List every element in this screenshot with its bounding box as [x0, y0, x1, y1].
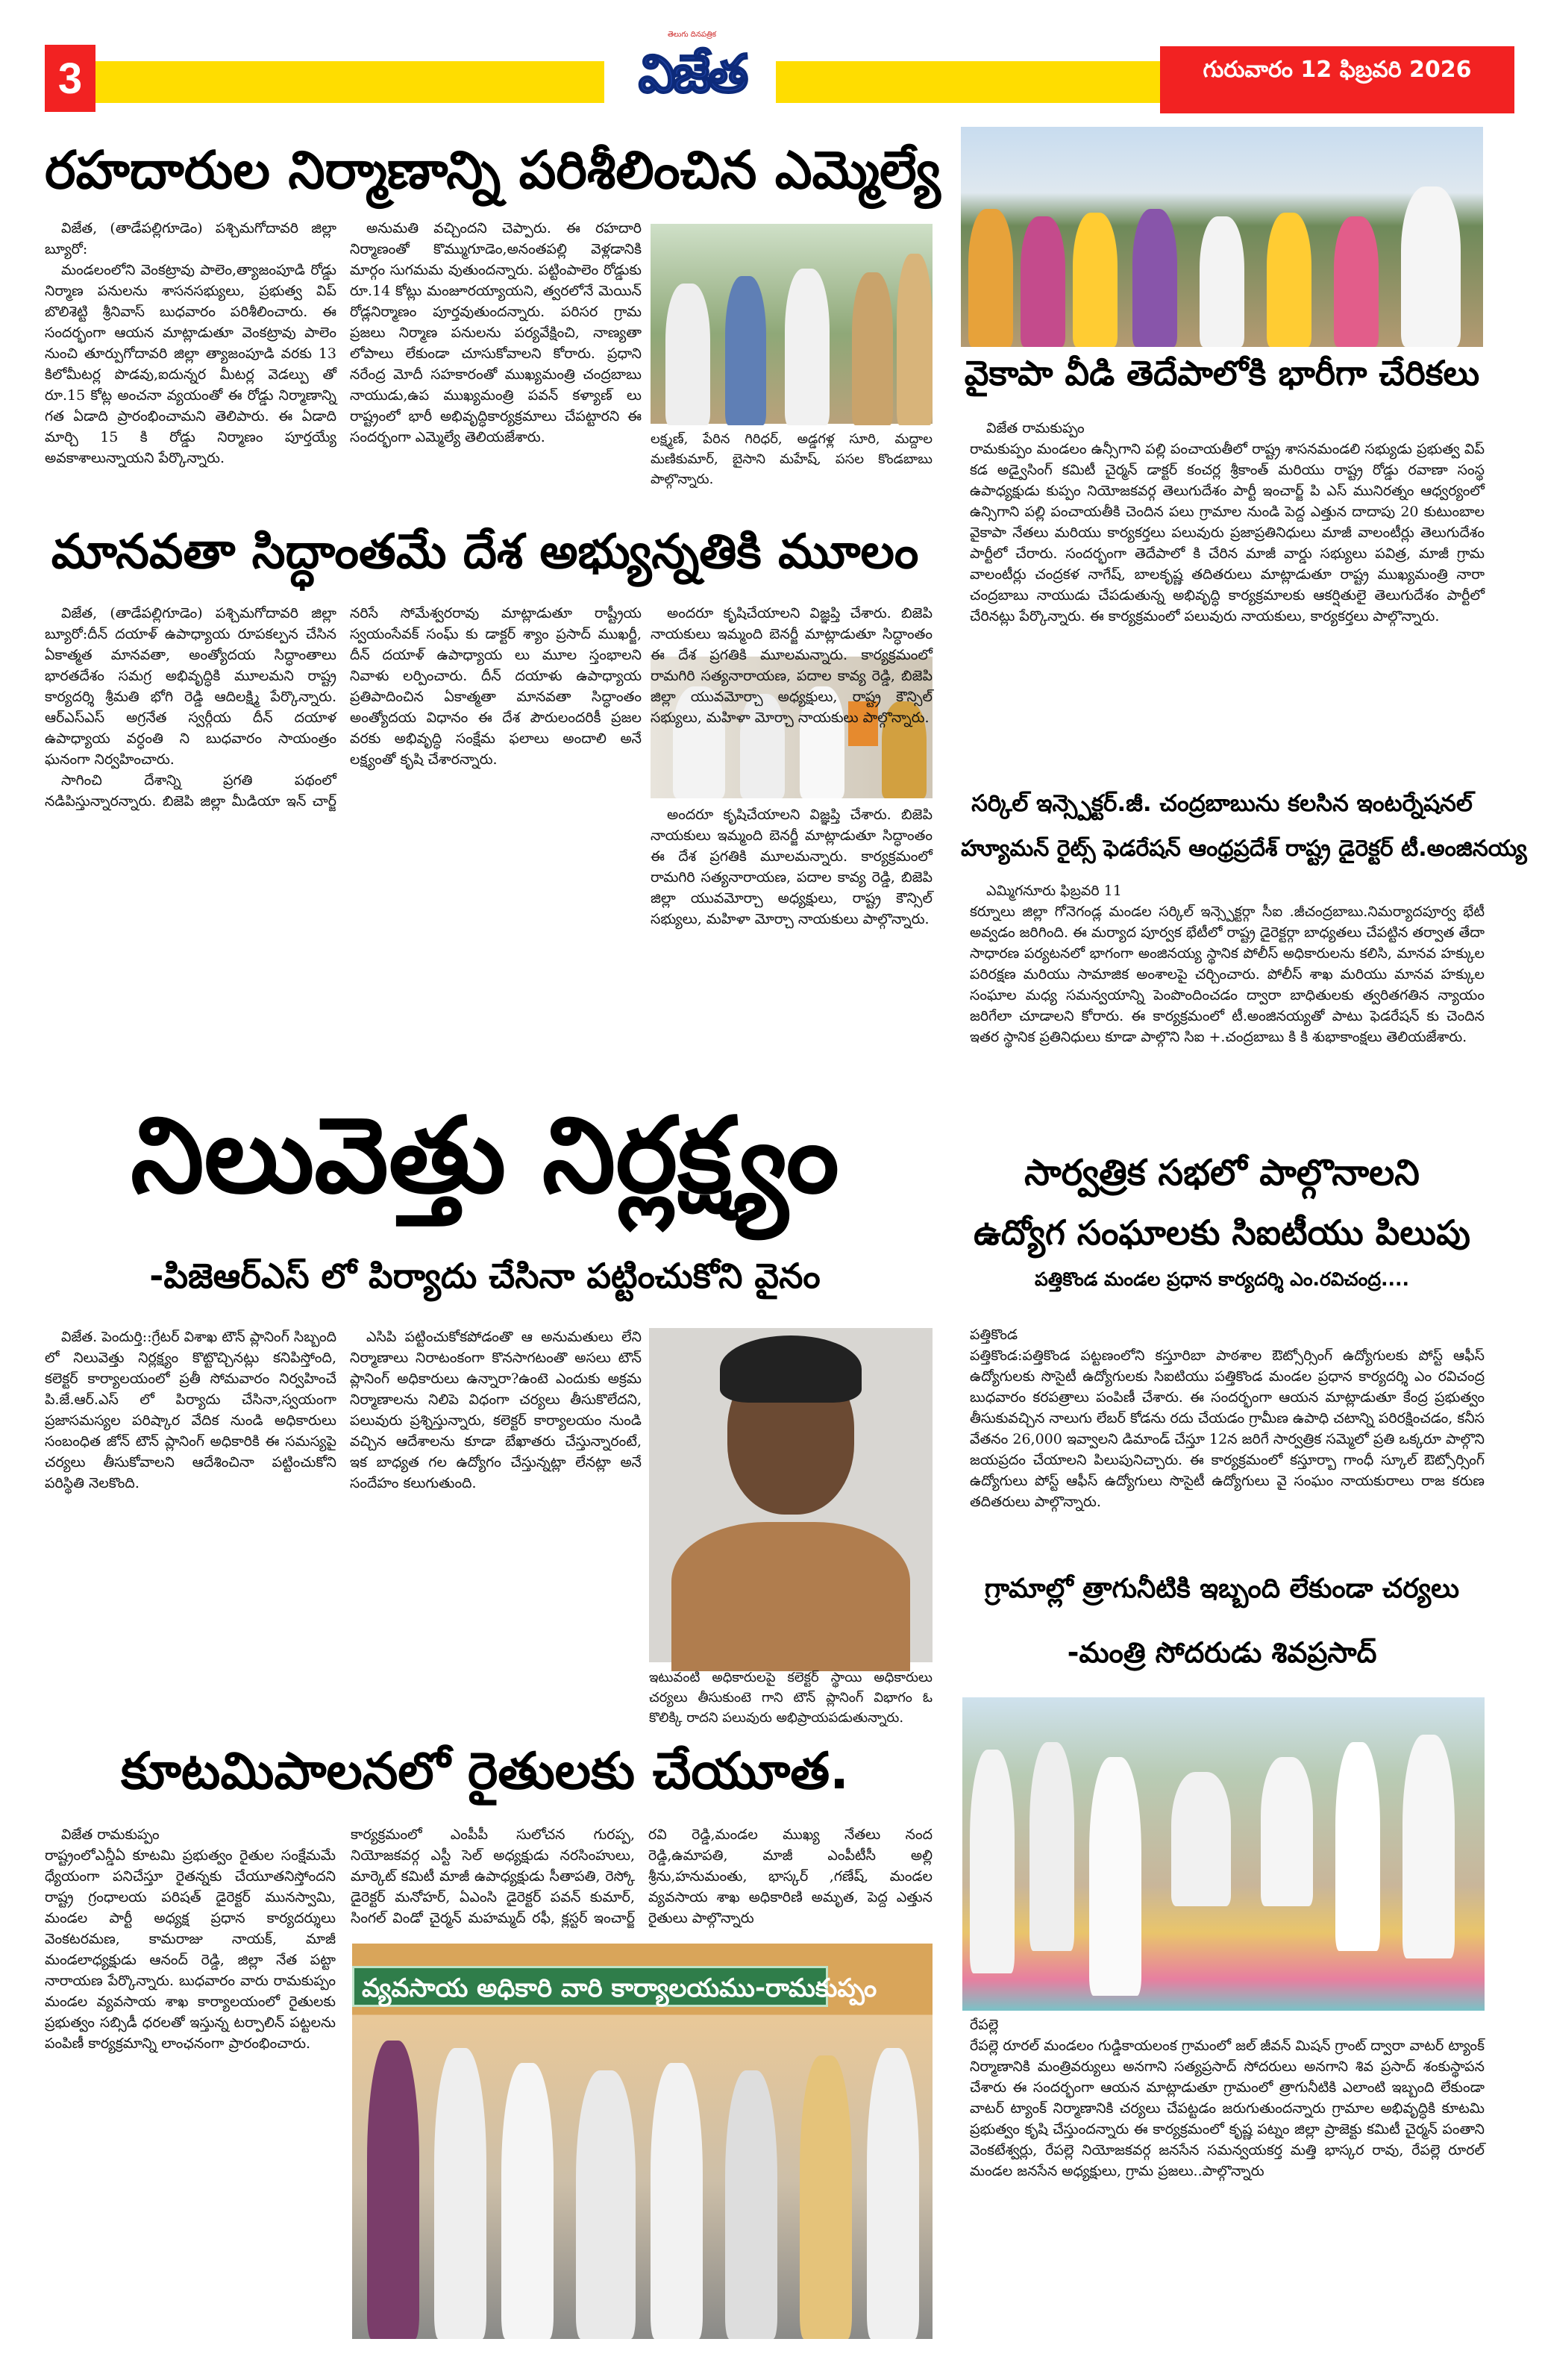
caption-roads: లక్ష్మణ్, పేరిన గిరిధర్, అడ్డగళ్ల సూరి, మద్దాల మణికుమార్, బైసాని మహేష్, పసల కొండబాబు పాల్గొన్నారు.: [651, 431, 933, 487]
photo-party-joining: [961, 127, 1483, 347]
article-water-body: [970, 2014, 1485, 2343]
article-humanism-col3: [651, 804, 933, 1043]
paragraph: కర్నూలు జిల్లా గోనెగండ్ల మండల సర్కిల్ ఇన్స్పెక్టర్గా సీఐ .జీచంద్రబాబు.నిమర్యాదపూర్వ భేటీ అవ్వడం జరిగింది. ఈ మర్యాద పూర్వక భేటీలో రాష్ట్ర డైరెక్టర్గా బాధ్యతలు చేపట్టిన తర్వాత తేదా సాధారణ పర్యటనలో భాగంగా అంజినయ్య స్థానిక పోలీస్ అధికారులను కలిసి, మానవ హక్కుల పరిరక్షణ మరియు సామాజిక అంశాలపై చర్చించారు. పోలీస్ శాఖ మరియు మానవ హక్కుల సంఘాల మధ్య సమన్వయాన్ని పెంపొందించడం ద్వారా బాధితులకు త్వరితగతిన న్యాయం జరిగేలా చూడాలని కోరారు. ఈ కార్యక్రమంలో టీ.అంజినయ్యతో పాటు ఫెడరేషన్ కు చెందిన ఇతర స్థానిక ప్రతినిధులు కూడా పాల్గొని సిఐ +.చంద్రబాబు కి కి శుభాకాంక్షలు తెలియజేశారు.: [970, 904, 1485, 1045]
dateline: పత్తికొండ: [970, 1327, 1018, 1343]
paragraph: సాగించి దేశాన్ని ప్రగతి పథంలో నడిపిస్తున్నారన్నారు. బిజెపి జిల్లా మీడియా ఇన్ చార్జ్ నరిసే సోమేశ్వరరావు మాట్లాడుతూ రాష్ట్రీయ స్వయంసేవక్ సంఘ్ కు డాక్టర్ శ్యాం ప్రసాద్ ముఖర్జీ, దీన్ దయాళ్ ఉపాధ్యాయ లు మూల స్తంభాలని నివాళు లర్పించారు. దీన్ దయాళు ఉపాధ్యాయ ప్రతిపాదించిన ఏకాత్మతా మానవతా సిద్ధాంతం అంత్యోదయ విధానం ఈ దేశ పౌరులందరికీ ప్రజల వరకు అభివృద్ధి సంక్షేమ ఫలాలు అందాలి అనే లక్ష్యంతో కృషి చేశారన్నారు.: [45, 605, 642, 809]
article-farmers-col2: [351, 1824, 933, 1936]
paragraph: మండలంలోని వెంకట్రావు పాలెం,త్యాజంపూడి రోడ్డు నిర్మాణ పనులను శాసనసభ్యులు, ప్రభుత్వ విప్ బొలిశెట్టి శ్రీనివాస్ బుధవారం పరిశీలించారు. ఈ సందర్భంగా ఆయన మాట్లాడుతూ వెంకట్రావు పాలెం నుంచి తూర్పుగోదావరి జిల్లా త్యాజంపూడి వరకు 13 కిలోమీటర్ల పొడవు,ఐదున్నర మీటర్ల వెడల్పు తో రూ.15 కోట్ల అంచనా వ్యయంతో ఈ రోడ్డు నిర్మాణాన్ని గత ఏడాది ప్రారంభించామని తెలిపారు. ఈ ఏడాది మార్చి 15 కి రోడ్డు నిర్మాణం పూర్తయ్యే అవకాశాలున్నాయని పేర్కొన్నారు.: [45, 262, 336, 466]
article-citu-body: [970, 1324, 1485, 1571]
article-negligence-body: [45, 1327, 642, 1714]
dateline: రేపల్లె: [970, 2017, 999, 2033]
dateline: ఎమ్మిగనూరు ఫిబ్రవరి 11: [986, 883, 1122, 899]
paragraph: విజేత, (తాడేపల్లిగూడెం) పశ్చిమగోదావరి జిల్లా బ్యూరో:దీన్ దయాళ్ ఉపాధ్యాయ రూపకల్పన చేసిన ఏకాత్మత మానవతా, అంత్యోదయ సిద్ధాంతాలు భారతదేశం సమగ్ర అభివృద్ధికి మూలమని రాష్ట్ర కార్యదర్శి శ్రీమతి భోగి రెడ్డి ఆదిలక్ష్మి పేర్కొన్నారు. ఆర్ఎస్ఎస్ అగ్రనేత స్వర్గీయ దీన్ దయాళ ఉపాధ్యాయ వర్ధంతి ని బుధవారం సాయంత్రం ఘనంగా నిర్వహించారు.: [45, 605, 336, 768]
subheadline-water: -మంత్రి సోదరుడు శివప్రసాద్: [1067, 1636, 1377, 1669]
paragraph: విజేత, (తాడేపల్లిగూడెం) పశ్చిమగోదావరి జిల్లా బ్యూరో:: [45, 220, 336, 257]
header-bar-left: [95, 61, 604, 103]
paragraph: రామకుప్పం మండలం ఉన్సీగాని పల్లి పంచాయతీలో రాష్ట్ర శాసనమండలి సభ్యుడు ప్రభుత్వ విప్ కడ అడ్వైసింగ్ కమిటీ చైర్మన్ డాక్టర్ కంచర్ల శ్రీకాంత్ మరియు రాష్ట్ర రోడ్డు రవాణా సంస్థ ఉపాధ్యక్షుడు కుప్పం నియోజకవర్గ తెలుగుదేశం పార్టీ ఇంచార్జ్ పి ఎస్ మునిరత్నం ఆధ్వర్యంలో ఉన్సిగాని పల్లి పంచాయతీకి చెందిన పలు గ్రామాల నుండి పెద్ద ఎత్తున దాదాపు 20 కుటుంబాల వైకాపా నేతలు మరియు కార్యకర్తలు పలువురు ప్రజాప్రతినిధులు మాజీ వాలంటీర్లు తెలుగుదేశం పార్టీలో చేరారు. సందర్భంగా తెదేపాలో కి చేరిన మాజీ వార్డు సభ్యులు పవిత్ర, మాజీ గ్రామ వాలంటీర్లు చంద్రకళ నాగేష్, బాలకృష్ణ తదితరులు మాట్లాడుతూ రాష్ట్ర ముఖ్యమంత్రి నారా చంద్రబాబు నాయుడు చేపడుతున్న అభివృద్ధి కార్యక్రమాలకు ఆకర్షితులై తెలుగుదేశం పార్టీలో చేరినట్లు పేర్కొన్నారు. ఈ కార్యక్రమంలో పలువురు నాయకులు, కార్యకర్తలు పాల్గొన్నారు.: [970, 441, 1485, 624]
paragraph: కార్యక్రమంలో ఎంపీపీ సులోచన గురప్ప, నియోజకవర్గ ఎస్టీ సెల్ అధ్యక్షుడు నరసింహులు, మార్కెట్ కమిటీ మాజీ ఉపాధ్యక్షుడు సీతాపతి, రెస్కో డైరెక్టర్ మనోహర్, ఏఎంసి డైరెక్టర్ పవన్ కుమార్, సింగల్ విండో చైర్మన్ మహమ్మద్ రఫీ, క్లస్టర్ ఇంచార్జ్ రవి రెడ్డి,మండల ముఖ్య నేతలు నంద రెడ్డి,ఉమాపతి, మాజీ ఎంపీటీసీ అల్లి శ్రీను,హనుమంతు, భాస్కర్ ,గణేష్, మండల వ్యవసాయ శాఖ అధికారిణి అమృత, పెద్ద ఎత్తున రైతులు పాల్గొన్నారు: [351, 1826, 933, 1926]
header-bar-right: [776, 61, 1164, 103]
logo-text: విజేత: [638, 43, 746, 104]
headline-inspector-line2: హ్యూమన్ రైట్స్ ఫెడరేషన్ ఆంధ్రప్రదేశ్ రాష్ట్ర డైరెక్టర్ టీ.అంజినయ్య: [961, 836, 1527, 862]
paragraph: పత్తికొండ:పత్తికొండ పట్టణంలోని కస్తూరిబా పాఠశాల ఔట్సోర్సింగ్ ఉద్యోగులకు పోస్ట్ ఆఫీస్ ఉద్యోగులకు సొసైటీ ఉద్యోగులకు సిఐటియు పత్తికొండ మండల ప్రధాన కార్యదర్శి ఎం రవిచంద్ర బుధవారం కరపత్రాలు పంపిణీ చేశారు. ఈ సందర్భంగా ఆయన మాట్లాడుతూ కేంద్ర ప్రభుత్వం తీసుకువచ్చిన నాలుగు లేబర్ కోడను రదు చేయడం గ్రామీణ ఉపాధి చటాన్ని పరిరక్షించడం, కనీస వేతనం 26,000 ఇవ్వాలని డిమాండ్ చేస్తూ 12న జరిగే సార్వత్రిక సమ్మెలో ప్రతి ఒక్కరూ పాల్గొని జయప్రదం చేయాలని పిలుపునిచ్చారు. ఈ కార్యక్రమంలో కస్తూర్బా గాంధీ స్కూల్ ఔట్సోర్సింగ్ ఉద్యోగులు పోస్ట్ ఆఫీస్ ఉద్యోగులు సొసైటీ ఉద్యోగులు వై సంఘం నాయకురాలు రాజ కరుణ తదితరులు పాల్గొన్నారు.: [970, 1347, 1485, 1510]
article-roads-body: [45, 218, 642, 486]
headline-citu-line2: ఉద్యోగ సంఘాలకు సిఐటీయు పిలుపు: [974, 1212, 1470, 1253]
page-number: 3: [45, 45, 95, 112]
subheadline-citu: పత్తికొండ మండల ప్రధాన కార్యదర్శి ఎం.రవిచంద్ర....: [1035, 1268, 1409, 1290]
article-inspector-body: [970, 880, 1485, 1127]
dateline: విజేత రామకుప్పం: [986, 420, 1085, 436]
article-humanism-col3-top: [651, 603, 933, 726]
headline-farmers: కూటమిపాలనలో రైతులకు చేయూత.: [120, 1742, 850, 1801]
paragraph: అనుమతి వచ్చిందని చెప్పారు. ఈ రహదారి నిర్మాణంతో కొమ్ముగూడెం,అనంతపల్లి వెళ్లడానికి మార్గం సుగమమ వుతుందన్నారు. పట్టింపాలెం రోడ్డుకు రూ.14 కోట్లు మంజూరయ్యాయని, త్వరలోనే మెయిన్ రోడ్లనిర్మాణం పూర్తవుతుందన్నారు. పరిసర గ్రామ ప్రజలు నిర్మాణ పనులను పర్యవేక్షించి, నాణ్యతా లోపాలు లేకుండా చూసుకోవాలని కోరారు. ప్రధాని నరేంద్ర మోదీ సహకారంతో ముఖ్యమంత్రి చంద్రబాబు నాయుడు,ఉప ముఖ్యమంత్రి పవన్ కళ్యాణ్ లు రాష్ట్రంలో భారీ అభివృద్ధికార్యక్రమాలు చేపట్టారని ఈ సందర్భంగా ఎమ్మెల్యే తెలియజేశారు.: [350, 220, 642, 445]
article-humanism-body: [45, 603, 642, 1043]
article-joining-body: [970, 418, 1485, 776]
headline-water: గ్రామాల్లో త్రాగునీటికి ఇబ్బంది లేకుండా చర్యలు: [984, 1573, 1460, 1604]
dateline: విజేత రామకుప్పం: [61, 1826, 160, 1843]
subheadline-negligence: -పిజెఆర్ఎస్ లో పిర్యాదు చేసినా పట్టించుకోని వైనం: [149, 1256, 821, 1296]
headline-negligence: నిలువెత్తు నిర్లక్ష్యం: [131, 1095, 839, 1217]
paragraph: రేపల్లె రూరల్ మండలం గుడ్డికాయలంక గ్రామంలో జల్ జీవన్ మిషన్ గ్రాంట్ ద్వారా వాటర్ ట్యాంక్ నిర్మాణానికి మంత్రివర్యులు అనగాని సత్యప్రసాద్ సోదరులు అనగాని శివ ప్రసాద్ శంకుస్థాపన చేశారు ఈ సందర్భంగా ఆయన మాట్లాడుతూ గ్రామంలో త్రాగునీటికి ఎలాంటి ఇబ్బంది లేకుండా వాటర్ ట్యాంక్ నిర్మాణానికి చర్యలు చేపట్టడం జరుగుతుందన్నారు గ్రామాల అభివృద్ధికి కూటమి ప్రభుత్వం కృషి చేస్తుందన్నారు ఈ కార్యక్రమంలో కృష్ణ పట్నం జిల్లా ప్రాజెక్టు కమిటీ చైర్మన్ పంతాని వెంకటేశ్వర్లు, రేపల్లె నియోజకవర్గ జనసేన సమన్వయకర్త మత్తి భాస్కర రావు, రేపల్లె రూరల్ మండల జనసేన అధ్యక్షులు, గ్రామ ప్రజలు..పాల్గొన్నారు: [970, 2038, 1485, 2179]
paragraph: రాష్ట్రంలోఎన్డీఏ కూటమి ప్రభుత్వం రైతుల సంక్షేమమే ధ్యేయంగా పనిచేస్తూ రైతన్నకు చేయూతనిస్తోందని రాష్ట్ర గ్రంధాలయ పరిషత్ డైరెక్టర్ మునస్వామి, మండల పార్టీ అధ్యక్ష ప్రధాన కార్యదర్శులు వెంకటరమణ, కామరాజు నాయక్, మాజీ మండలాధ్యక్షుడు ఆనంద్ రెడ్డి, జిల్లా నేత పట్టా నారాయణ పేర్కొన్నారు. బుధవారం వారు రామకుప్పం మండల వ్యవసాయ శాఖ కార్యాలయంలో రైతులకు ప్రభుత్వం సబ్సిడీ ధరలతో ఇస్తున్న టర్పాలిన్ పట్టలను పంపిణీ కార్యక్రమాన్ని లాంఛనంగా ప్రారంభించారు.: [45, 1847, 336, 2052]
article-farmers-col1: [45, 1824, 336, 2346]
office-signboard: వ్యవసాయ అధికారి వారి కార్యాలయము-రామకుప్పం: [352, 1966, 828, 2007]
issue-date: గురువారం 12 ఫిబ్రవరి 2026: [1160, 46, 1514, 113]
paragraph: విజేత. పెందుర్తి::గ్రేటర్ విశాఖ టౌన్ ప్లానింగ్ సిబ్బంది లో నిలువెత్తు నిర్లక్ష్యం కొట్టొచ్చినట్లు కనిపిస్తోంది, కలెక్టర్ కార్యాలయంలో ప్రతీ సోమవారం నిర్వహించే పి.జే.ఆర్.ఎస్ లో పిర్యాదు చేసినా,స్వయంగా ప్రజాసమస్యల పరిష్కార వేదిక నుండి అధికారులు సంబంధిత జోన్ టౌన్ ప్లానింగ్ అధికారికి ఈ సమస్యపై చర్యలు తీసుకోవాలని ఆదేశించినా పట్టించుకోని పరిస్థితి నెలకొంది.: [45, 1329, 336, 1491]
photo-tarpaulin-distribution: [352, 1944, 933, 2339]
headline-humanism: మానవతా సిద్ధాంతమే దేశ అభ్యున్నతికి మూలం: [51, 524, 919, 580]
headline-citu-line1: సార్వత్రిక సభలో పాల్గొనాలని: [1024, 1152, 1420, 1194]
photo-water-tank-foundation: [962, 1697, 1485, 2011]
photo-mla-road-inspection: [651, 224, 933, 424]
headline-roads: రహదారుల నిర్మాణాన్ని పరిశీలించిన ఎమ్మెల్యే: [45, 140, 941, 201]
photo-portrait-official: [649, 1328, 933, 1662]
paragraph: అందరూ కృషిచేయాలని విజ్ఞప్తి చేశారు. బిజెపి నాయకులు ఇమ్మంది బెనర్జీ మాట్లాడుతూ సిద్ధాంతం ఈ దేశ ప్రగతికి మూలమన్నారు. కార్యక్రమంలో రామగిరి సత్యనారాయణ, పదాల కావ్య రెడ్డి, బిజెపి జిల్లా యువమోర్చా అధ్యక్షులు, రాష్ట్ర కౌన్సిల్ సభ్యులు, మహిళా మోర్చా నాయకులు పాల్గొన్నారు.: [651, 807, 933, 927]
headline-inspector-line1: సర్కిల్ ఇన్స్పెక్టర్.జీ. చంద్రబాబును కలసిన ఇంటర్నేషనల్: [971, 790, 1473, 817]
caption-negligence: ఇటువంటి అధికారులపై కలెక్టర్ స్థాయి అధికారులు చర్యలు తీసుకుంటె గాని టౌన్ ప్లానింగ్ విభాగం ఓ కొలిక్కి రాదని పలువురు అభిప్రాయపడుతున్నారు.: [649, 1670, 933, 1726]
logo-tagline: తెలుగు దినపత్రిక: [667, 31, 717, 39]
paragraph: ఎసిపి పట్టించుకోకపోడంతొ ఆ అనుమతులు లేని నిర్మాణాలు నిరాటంకంగా కొనసాగటంతొ అసలు టౌన్ ప్లానింగ్ అధికారులు ఉన్నారా?ఉంటె ఎందుకు అక్రమ నిర్మాణాలను నిలిపె విధంగా చర్యలు తీసుకొలేదని, పలువురు ప్రశ్నిస్తున్నారు, కలెక్టర్ కార్యాలయం నుండి వచ్చిన ఆదేశాలను కూడా బేఖాతరు చేస్తున్నారంటే, ఇక బాధ్యత గల ఉద్యోగం చేస్తున్నట్లా లేనట్లా అనే సందేహం కలుగుతుంది.: [350, 1329, 642, 1491]
masthead-logo: [608, 30, 776, 127]
paragraph: అందరూ కృషిచేయాలని విజ్ఞప్తి చేశారు. బిజెపి నాయకులు ఇమ్మంది బెనర్జీ మాట్లాడుతూ సిద్ధాంతం ఈ దేశ ప్రగతికి మూలమన్నారు. కార్యక్రమంలో రామగిరి సత్యనారాయణ, పదాల కావ్య రెడ్డి, బిజెపి జిల్లా యువమోర్చా అధ్యక్షులు, రాష్ట్ర కౌన్సిల్ సభ్యులు, మహిళా మోర్చా నాయకులు పాల్గొన్నారు.: [651, 605, 933, 726]
headline-joining: వైకాపా వీడి తెదేపాలోకి భారీగా చేరికలు: [964, 353, 1480, 393]
